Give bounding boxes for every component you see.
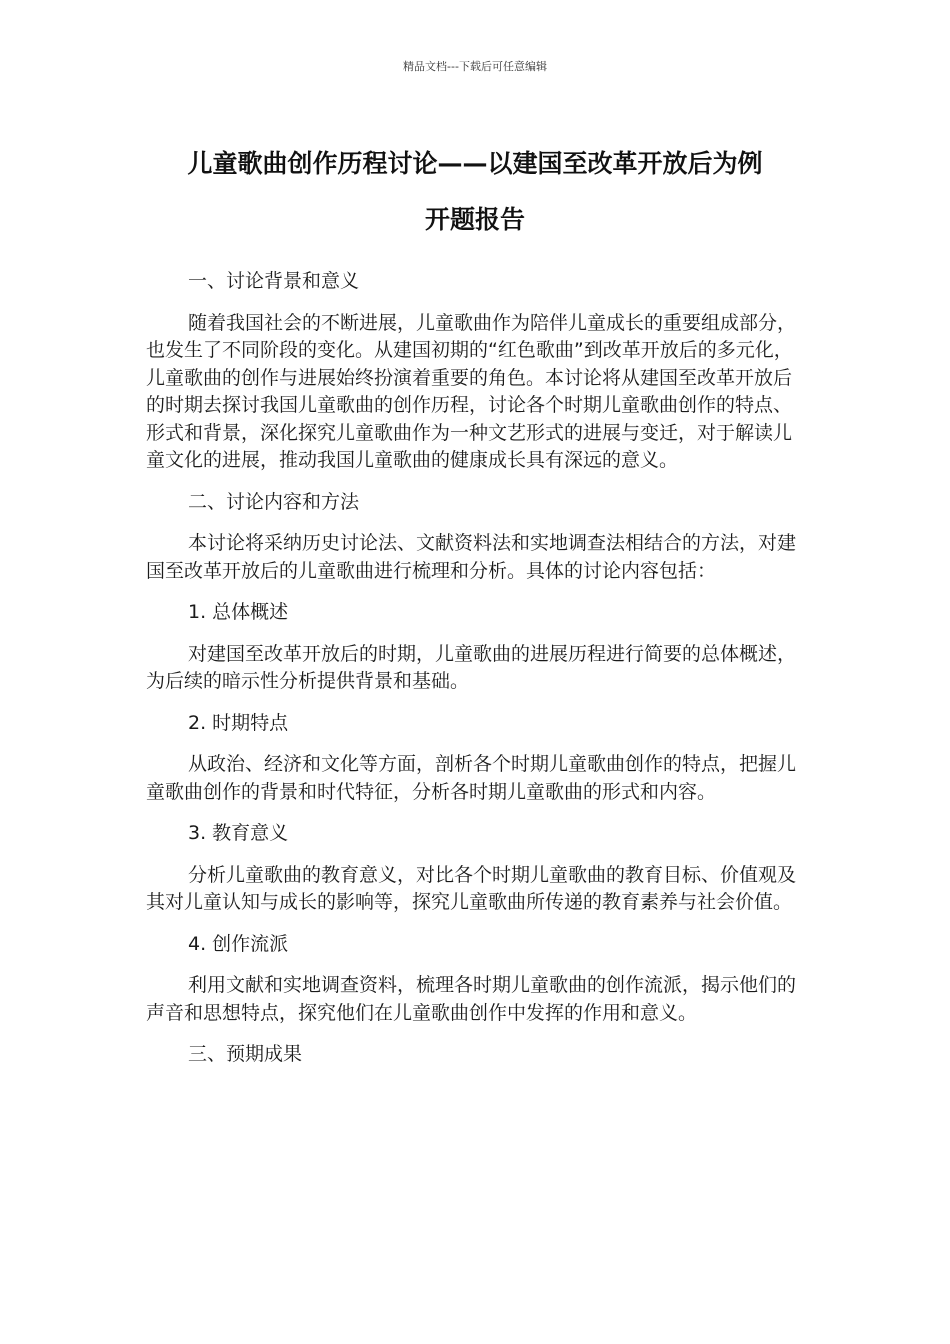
item-heading-education: 3. 教育意义 [188, 822, 289, 844]
section-heading-background: 一、讨论背景和意义 [188, 270, 360, 292]
item-heading-period-features: 2. 时期特点 [188, 711, 289, 734]
document-body [146, 268, 800, 1083]
title-line-2: 开题报告 [424, 205, 525, 234]
paragraph-overview: 对建国至改革开放后的时期，儿童歌曲的进展历程进行简要的总体概述，为后续的暗示性分析提供背景和基础。 [146, 642, 797, 692]
item-heading-overview: 1. 总体概述 [188, 601, 289, 623]
item-heading-schools: 4. 创作流派 [188, 932, 289, 955]
paragraph-education: 分析儿童歌曲的教育意义，对比各个时期儿童歌曲的教育目标、价值观及其对儿童认知与成长的影响等，探究儿童歌曲所传递的教育素养与社会价值。 [146, 863, 797, 913]
paragraph-schools: 利用文献和实地调查资料，梳理各时期儿童歌曲的创作流派，揭示他们的声音和思想特点，探究他们在儿童歌曲创作中发挥的作用和意义。 [146, 974, 797, 1024]
section-heading-expected-results: 三、预期成果 [188, 1043, 303, 1065]
section-heading-content-method: 二、讨论内容和方法 [188, 490, 360, 513]
paragraph-background: 随着我国社会的不断进展，儿童歌曲作为陪伴儿童成长的重要组成部分，也发生了不同阶段的变化。从建国初期的“红色歌曲”到改革开放后的多元化，儿童歌曲的创作与进展始终扮演着重要的角色。本讨论将从建国至改革开放后的时期去探讨我国儿童歌曲的创作历程，讨论各个时期儿童歌曲创作的特点、形式和背景，深化探究儿童歌曲作为一种文艺形式的进展与变迁，对于解读儿童文化的进展，推动我国儿童歌曲的健康成长具有深远的意义。 [146, 311, 797, 471]
paragraph-content-method: 本讨论将采纳历史讨论法、文献资料法和实地调查法相结合的方法，对建国至改革开放后的儿童歌曲进行梳理和分析。具体的讨论内容包括： [146, 532, 797, 582]
title-line-1: 儿童歌曲创作历程讨论——以建国至改革开放后为例 [187, 149, 763, 178]
document-title [120, 136, 830, 248]
paragraph-period-features: 从政治、经济和文化等方面，剖析各个时期儿童歌曲创作的特点，把握儿童歌曲创作的背景和时代特征，分析各时期儿童歌曲的形式和内容。 [146, 753, 797, 803]
header-note: 精品文档---下载后可任意编辑 [403, 60, 547, 73]
